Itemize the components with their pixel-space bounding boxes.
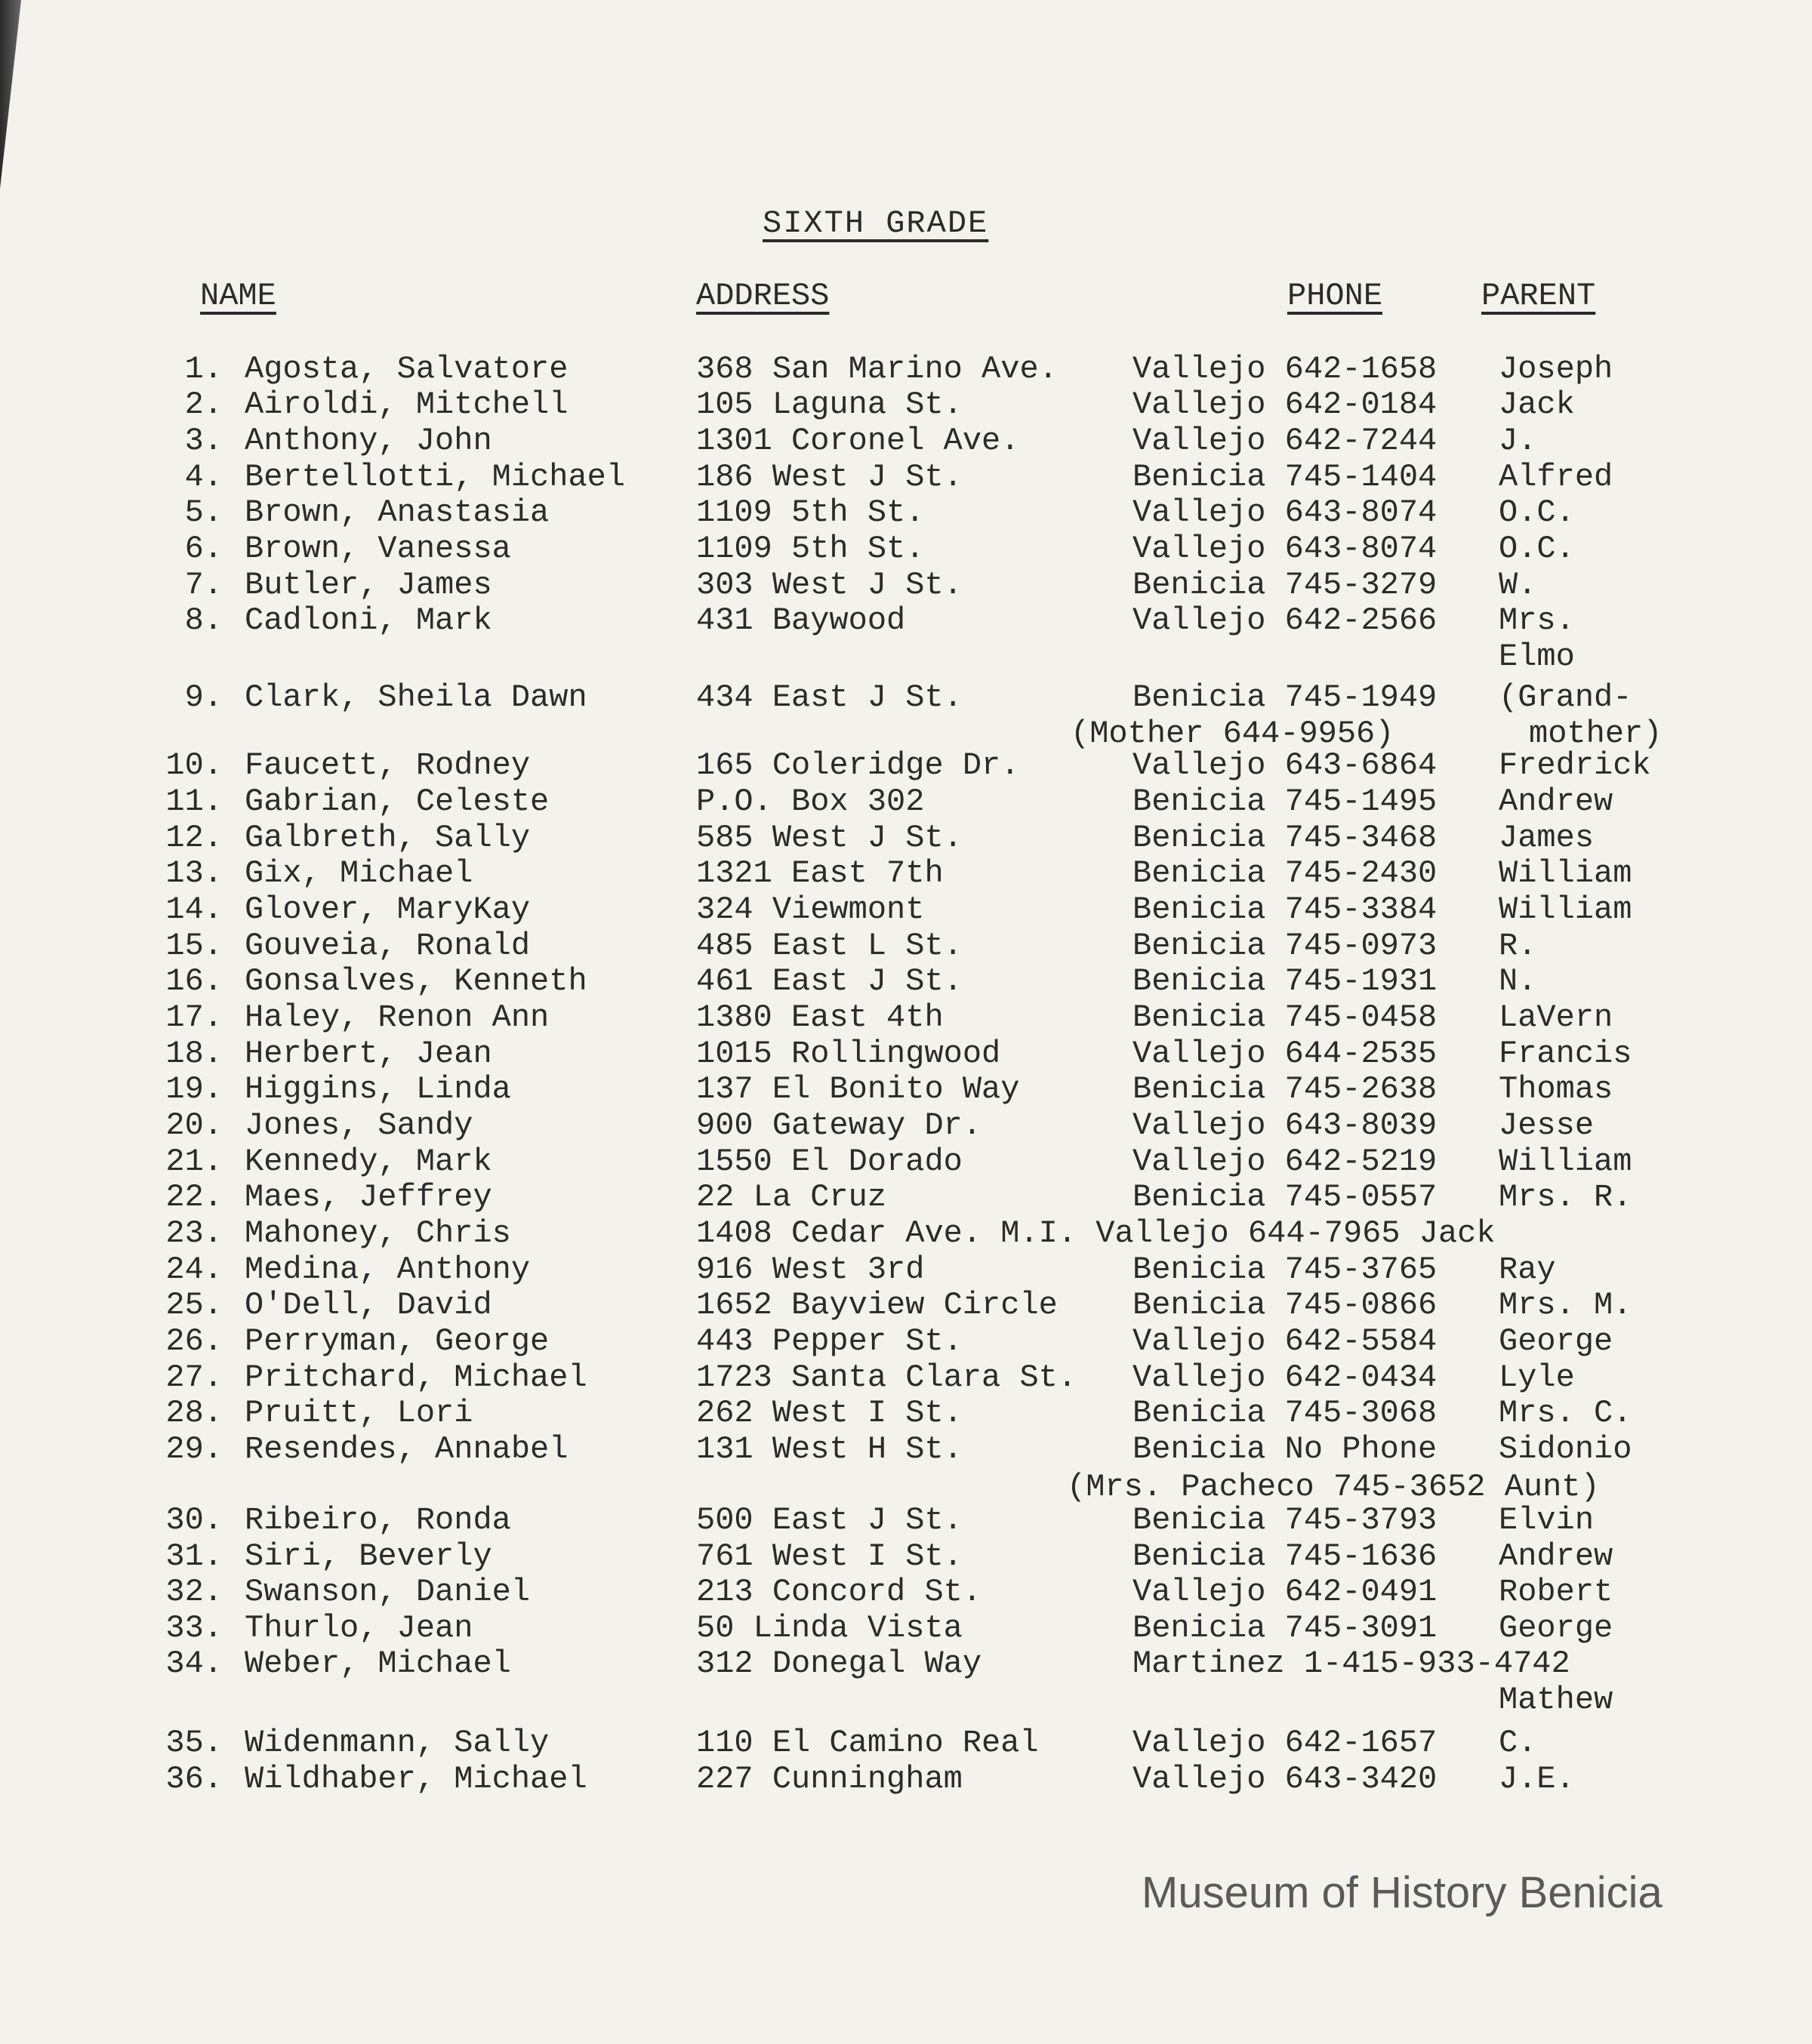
student-row — [0, 639, 1812, 675]
student-city-phone: Benicia 745-1404 — [1132, 459, 1438, 495]
student-address: 1321 East 7th — [696, 855, 944, 891]
student-name: Gix, Michael — [245, 855, 473, 891]
student-row — [0, 1645, 1812, 1682]
parent-name: J.E. — [1499, 1761, 1575, 1797]
student-name: Jones, Sandy — [245, 1107, 473, 1144]
student-name: Cadloni, Mark — [245, 602, 492, 639]
row-number: 27. — [165, 1359, 223, 1396]
row-number: 14. — [165, 891, 223, 928]
note-clark-mother: (Mother 644-9956) — [1071, 716, 1394, 752]
student-name: Brown, Vanessa — [245, 531, 511, 567]
student-row — [0, 820, 1812, 856]
student-name: Galbreth, Sally — [245, 820, 531, 856]
header-parent: PARENT — [1481, 278, 1596, 314]
student-address: 131 West H St. — [696, 1431, 963, 1467]
header-phone: PHONE — [1287, 278, 1383, 314]
student-row — [0, 999, 1812, 1036]
student-city-phone: Vallejo 643-8074 — [1132, 531, 1438, 567]
parent-name: James — [1499, 820, 1595, 856]
student-name: Herbert, Jean — [245, 1036, 492, 1072]
student-address: 900 Gateway Dr. — [696, 1107, 982, 1144]
row-number: 11. — [165, 783, 223, 820]
parent-name: Thomas — [1499, 1071, 1613, 1107]
row-number: 18. — [165, 1036, 223, 1072]
parent-name: Andrew — [1499, 1538, 1613, 1575]
student-address: 1015 Rollingwood — [696, 1036, 1001, 1072]
student-city-phone: Benicia 745-3793 — [1132, 1502, 1438, 1538]
parent-name: J. — [1499, 423, 1537, 459]
student-address: 1301 Coronel Ave. — [696, 423, 1020, 459]
student-row — [0, 1574, 1812, 1610]
row-number: 19. — [165, 1071, 223, 1107]
student-city-phone: Benicia 745-2430 — [1132, 855, 1438, 891]
student-city-phone: Benicia 745-0866 — [1132, 1287, 1438, 1323]
student-row — [0, 1502, 1812, 1538]
student-city-phone: Vallejo 643-6864 — [1132, 747, 1438, 783]
row-number: 9. — [184, 679, 223, 716]
student-row — [0, 531, 1812, 567]
row-number: 31. — [165, 1538, 223, 1575]
row-number: 13. — [165, 855, 223, 891]
student-address: 485 East L St. — [696, 928, 963, 964]
student-row — [0, 963, 1812, 999]
student-name: Weber, Michael — [245, 1645, 511, 1682]
student-name: Airoldi, Mitchell — [245, 386, 569, 423]
student-city-phone: Vallejo 642-5584 — [1132, 1323, 1438, 1359]
student-address: 1723 Santa Clara St. — [696, 1359, 1077, 1396]
student-row — [0, 1682, 1812, 1718]
parent-name: Elmo — [1499, 639, 1575, 675]
student-row — [0, 386, 1812, 423]
row-number: 24. — [165, 1251, 223, 1288]
student-address: 137 El Bonito Way — [696, 1071, 1020, 1107]
parent-name: Jesse — [1499, 1107, 1595, 1144]
parent-name: Mrs. M. — [1499, 1287, 1632, 1323]
row-number: 25. — [165, 1287, 223, 1323]
student-city-phone: Benicia 745-0557 — [1132, 1179, 1438, 1215]
parent-name: William — [1499, 1144, 1632, 1180]
student-name: Agosta, Salvatore — [245, 351, 569, 387]
student-city-phone: Benicia 745-1495 — [1132, 783, 1438, 820]
student-city-phone: Benicia 745-0973 — [1132, 928, 1438, 964]
student-city-phone: Benicia 745-3468 — [1132, 820, 1438, 856]
student-address: 461 East J St. — [696, 963, 963, 999]
student-address: 303 West J St. — [696, 567, 963, 603]
student-row — [0, 1323, 1812, 1359]
student-address: 1109 5th St. — [696, 531, 925, 567]
student-city-phone: Benicia 745-3091 — [1132, 1610, 1438, 1646]
row-number: 29. — [165, 1431, 223, 1467]
student-city-phone: Benicia 745-2638 — [1132, 1071, 1438, 1107]
row-number: 1. — [184, 351, 223, 387]
student-address: 500 East J St. — [696, 1502, 963, 1538]
parent-name: Andrew — [1499, 783, 1613, 820]
student-address: 105 Laguna St. — [696, 386, 963, 423]
student-city-phone: Vallejo 642-0491 — [1132, 1574, 1438, 1610]
student-name: Glover, MaryKay — [245, 891, 531, 928]
student-row — [0, 1215, 1812, 1251]
student-row — [0, 1538, 1812, 1575]
parent-name: Mrs. C. — [1499, 1395, 1632, 1431]
student-city-phone: Vallejo 642-7244 — [1132, 423, 1438, 459]
student-address: 165 Coleridge Dr. — [696, 747, 1020, 783]
student-row — [0, 567, 1812, 603]
parent-name: W. — [1499, 567, 1537, 603]
student-address: 434 East J St. — [696, 679, 963, 716]
student-name: Gabrian, Celeste — [245, 783, 550, 820]
student-row — [0, 1359, 1812, 1396]
parent-name: (Grand- — [1499, 679, 1632, 716]
student-city-phone: Vallejo 642-1657 — [1132, 1725, 1438, 1761]
student-address: 213 Concord St. — [696, 1574, 982, 1610]
row-number: 22. — [165, 1179, 223, 1215]
student-address: 312 Donegal Way — [696, 1645, 982, 1682]
row-number: 21. — [165, 1144, 223, 1180]
student-address: 1652 Bayview Circle — [696, 1287, 1058, 1323]
student-name: Gouveia, Ronald — [245, 928, 531, 964]
row-number: 32. — [165, 1574, 223, 1610]
student-name: Higgins, Linda — [245, 1071, 511, 1107]
student-city-phone: Benicia No Phone — [1132, 1431, 1438, 1467]
student-name: Pruitt, Lori — [245, 1395, 473, 1431]
student-name: Kennedy, Mark — [245, 1144, 492, 1180]
student-row — [0, 1761, 1812, 1797]
student-name: Medina, Anthony — [245, 1251, 531, 1288]
student-row — [0, 1144, 1812, 1180]
student-row — [0, 1431, 1812, 1467]
parent-name: O.C. — [1499, 531, 1575, 567]
note-resendes-aunt: (Mrs. Pacheco 745-3652 Aunt) — [1067, 1469, 1600, 1505]
student-row — [0, 783, 1812, 820]
student-city-phone: Benicia 745-1949 — [1132, 679, 1438, 716]
parent-name: Jack — [1499, 386, 1575, 423]
student-row — [0, 747, 1812, 783]
student-city-phone: Vallejo 643-8074 — [1132, 494, 1438, 531]
student-name: Butler, James — [245, 567, 492, 603]
student-name: Widenmann, Sally — [245, 1725, 550, 1761]
student-name: Faucett, Rodney — [245, 747, 531, 783]
row-number: 26. — [165, 1323, 223, 1359]
row-number: 3. — [184, 423, 223, 459]
row-number: 15. — [165, 928, 223, 964]
parent-name: Mrs. R. — [1499, 1179, 1632, 1215]
parent-name: Robert — [1499, 1574, 1613, 1610]
student-row — [0, 855, 1812, 891]
student-address: 110 El Camino Real — [696, 1725, 1039, 1761]
page-title: SIXTH GRADE — [763, 205, 989, 242]
student-name: Wildhaber, Michael — [245, 1761, 587, 1797]
note-clark-grandmother: mother) — [1529, 716, 1663, 752]
student-city-phone: Benicia 745-3068 — [1132, 1395, 1438, 1431]
row-number: 6. — [184, 531, 223, 567]
student-row — [0, 1610, 1812, 1646]
student-row — [0, 494, 1812, 531]
row-number: 36. — [165, 1761, 223, 1797]
student-city-phone: Vallejo 643-3420 — [1132, 1761, 1438, 1797]
parent-name: O.C. — [1499, 494, 1575, 531]
student-city-phone: Benicia 745-1931 — [1132, 963, 1438, 999]
student-row — [0, 1287, 1812, 1323]
parent-name: R. — [1499, 928, 1537, 964]
parent-name: Lyle — [1499, 1359, 1575, 1396]
parent-name: Alfred — [1499, 459, 1613, 495]
student-address: 761 West I St. — [696, 1538, 963, 1575]
student-name: Pritchard, Michael — [245, 1359, 587, 1396]
row-number: 7. — [184, 567, 223, 603]
student-name: Clark, Sheila Dawn — [245, 679, 587, 716]
student-row — [0, 1251, 1812, 1288]
student-name: Maes, Jeffrey — [245, 1179, 492, 1215]
student-row — [0, 679, 1812, 716]
student-name: Thurlo, Jean — [245, 1610, 473, 1646]
student-row — [0, 1036, 1812, 1072]
student-row — [0, 928, 1812, 964]
student-address: 585 West J St. — [696, 820, 963, 856]
student-row — [0, 1395, 1812, 1431]
parent-name: Sidonio — [1499, 1431, 1632, 1467]
student-name: Resendes, Annabel — [245, 1431, 569, 1467]
parent-name: C. — [1499, 1725, 1537, 1761]
student-row — [0, 602, 1812, 639]
student-name: Anthony, John — [245, 423, 492, 459]
student-row — [0, 1071, 1812, 1107]
row-number: 35. — [165, 1725, 223, 1761]
parent-name: George — [1499, 1323, 1613, 1359]
student-row — [0, 351, 1812, 387]
row-number: 10. — [165, 747, 223, 783]
student-address: 443 Pepper St. — [696, 1323, 963, 1359]
parent-name: Elvin — [1499, 1502, 1595, 1538]
parent-name: Fredrick — [1499, 747, 1651, 783]
student-name: Perryman, George — [245, 1323, 550, 1359]
student-city-phone: Vallejo 642-0184 — [1132, 386, 1438, 423]
row-number: 4. — [184, 459, 223, 495]
parent-name: William — [1499, 891, 1632, 928]
student-city-phone: Benicia 745-0458 — [1132, 999, 1438, 1036]
student-address: 227 Cunningham — [696, 1761, 963, 1797]
student-city-phone: Vallejo 642-0434 — [1132, 1359, 1438, 1396]
student-row — [0, 1107, 1812, 1144]
row-number: 8. — [184, 602, 223, 639]
student-row — [0, 891, 1812, 928]
student-row — [0, 423, 1812, 459]
header-address: ADDRESS — [696, 278, 830, 314]
row-number: 16. — [165, 963, 223, 999]
student-city-phone: Benicia 745-1636 — [1132, 1538, 1438, 1575]
parent-name: George — [1499, 1610, 1613, 1646]
student-address: 1550 El Dorado — [696, 1144, 963, 1180]
row-number: 34. — [165, 1645, 223, 1682]
student-city-phone: Vallejo 644-2535 — [1132, 1036, 1438, 1072]
parent-name: Mrs. — [1499, 602, 1575, 639]
student-address: 1109 5th St. — [696, 494, 925, 531]
student-row — [0, 1725, 1812, 1761]
row-number: 28. — [165, 1395, 223, 1431]
student-name: Brown, Anastasia — [245, 494, 550, 531]
parent-name: LaVern — [1499, 999, 1613, 1036]
student-address: 50 Linda Vista — [696, 1610, 963, 1646]
row-number: 12. — [165, 820, 223, 856]
student-address: 916 West 3rd — [696, 1251, 925, 1288]
student-address: 22 La Cruz — [696, 1179, 887, 1215]
parent-name: Joseph — [1499, 351, 1613, 387]
student-name: O'Dell, David — [245, 1287, 492, 1323]
row-number: 30. — [165, 1502, 223, 1538]
student-city-phone: Martinez 1-415-933-4742 — [1132, 1645, 1570, 1682]
student-name: Gonsalves, Kenneth — [245, 963, 587, 999]
row-number: 23. — [165, 1215, 223, 1251]
student-name: Haley, Renon Ann — [245, 999, 550, 1036]
row-number: 5. — [184, 494, 223, 531]
parent-name: William — [1499, 855, 1632, 891]
parent-name: Francis — [1499, 1036, 1632, 1072]
row-number: 17. — [165, 999, 223, 1036]
student-address: 368 San Marino Ave. — [696, 351, 1058, 387]
student-row — [0, 459, 1812, 495]
museum-watermark: Museum of History Benicia — [1142, 1868, 1663, 1917]
student-address: 1380 East 4th — [696, 999, 944, 1036]
student-name: Ribeiro, Ronda — [245, 1502, 511, 1538]
parent-name: Ray — [1499, 1251, 1556, 1288]
student-city-phone: Benicia 745-3384 — [1132, 891, 1438, 928]
student-name: Bertellotti, Michael — [245, 459, 626, 495]
header-name: NAME — [200, 278, 276, 314]
student-name: Siri, Beverly — [245, 1538, 492, 1575]
row-number: 33. — [165, 1610, 223, 1646]
parent-name: N. — [1499, 963, 1537, 999]
student-address: 1408 Cedar Ave. M.I. Vallejo 644-7965 Jack — [696, 1215, 1496, 1251]
row-number: 20. — [165, 1107, 223, 1144]
student-city-phone: Vallejo 642-2566 — [1132, 602, 1438, 639]
row-number: 2. — [184, 386, 223, 423]
student-city-phone: Benicia 745-3279 — [1132, 567, 1438, 603]
student-city-phone: Vallejo 643-8039 — [1132, 1107, 1438, 1144]
student-address: 262 West I St. — [696, 1395, 963, 1431]
student-city-phone: Benicia 745-3765 — [1132, 1251, 1438, 1288]
student-address: 324 Viewmont — [696, 891, 925, 928]
student-name: Mahoney, Chris — [245, 1215, 511, 1251]
student-address: P.O. Box 302 — [696, 783, 925, 820]
parent-name: Mathew — [1499, 1682, 1613, 1718]
student-city-phone: Vallejo 642-5219 — [1132, 1144, 1438, 1180]
student-city-phone: Vallejo 642-1658 — [1132, 351, 1438, 387]
student-address: 186 West J St. — [696, 459, 963, 495]
student-row — [0, 1179, 1812, 1215]
student-name: Swanson, Daniel — [245, 1574, 531, 1610]
student-address: 431 Baywood — [696, 602, 906, 639]
